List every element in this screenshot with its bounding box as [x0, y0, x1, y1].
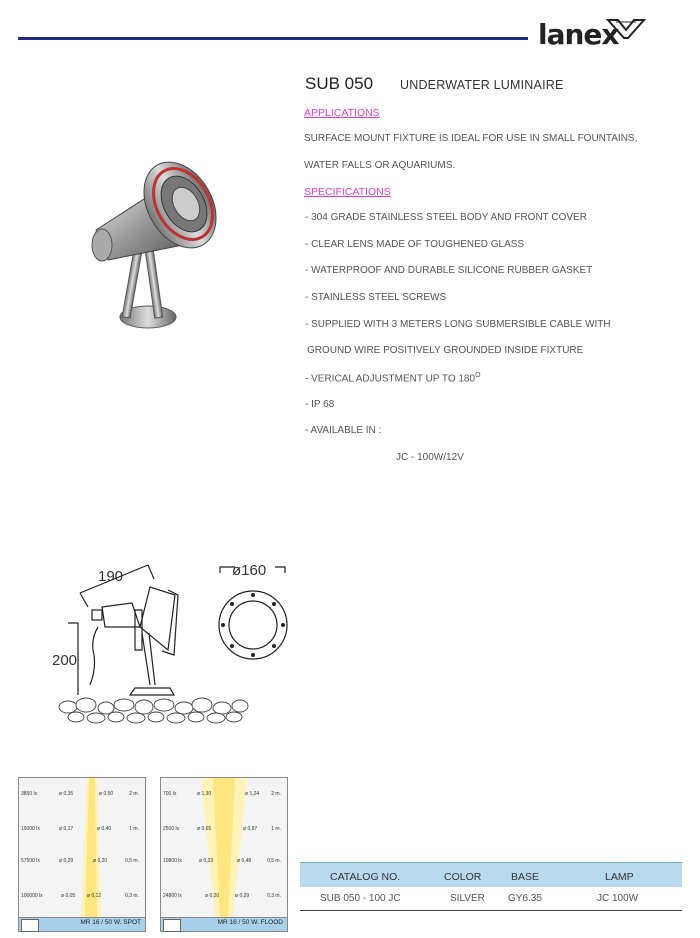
brand-logo: lanex [538, 18, 619, 51]
width-dimension-label: 190 [98, 568, 124, 585]
lamp-icon [163, 919, 181, 932]
degree-mark: O [475, 372, 481, 379]
table-cell-color: SILVER [450, 893, 485, 904]
beam-label: MR 16 / 50 W. SPOT [80, 919, 141, 926]
available-variant: JC - 100W/12V [396, 452, 464, 463]
spec-item: - SUPPLIED WITH 3 METERS LONG SUBMERSIBLE CABLE WITH [305, 319, 611, 330]
header-rule [18, 37, 528, 40]
beam-diagram-flood: 700 lx ø 1,30 ø 1,24 2 m. 2500 lx ø 0,65 ø 0,97 1 m. 10800 lx ø 0,33 ø 0,48 0,5 m. 24800 lx ø 0,20 ø 0,29 0,3 m. MR 16 / 50 W. FLOOD [160, 777, 288, 932]
column-header: LAMP [605, 871, 634, 883]
beam-footer [161, 917, 287, 931]
spec-item-text: - VERICAL ADJUSTMENT UP TO 180 [305, 373, 476, 385]
spec-item: - STAINLESS STEEL SCREWS [305, 292, 447, 303]
applications-line: SURFACE MOUNT FIXTURE IS IDEAL FOR USE IN SMALL FOUNTAINS, [304, 133, 638, 144]
product-name: UNDERWATER LUMINAIRE [400, 78, 564, 92]
spec-item: - IP 68 [305, 399, 335, 410]
beam-diagram-spot: 3850 lx ø 0,35 ø 0,50 2 m. 15000 lx ø 0,17 ø 0,40 1 m. 57500 lx ø 0,29 ø 0,20 0,5 m. 100000 lx ø 0,05 ø 0,12 0,3 m. MR 16 / 50 W. SPOT [18, 777, 146, 932]
table-cell-catalog: SUB 050 - 100 JC [320, 893, 401, 904]
beam-footer [19, 917, 145, 931]
column-header: BASE [511, 871, 540, 883]
spec-item-adjustment [305, 372, 481, 384]
table-cell-base: GY6.35 [508, 893, 542, 904]
table-cell-lamp: JC 100W [597, 893, 639, 904]
spec-item: - CLEAR LENS MADE OF TOUGHENED GLASS [305, 239, 525, 250]
product-photo [88, 150, 238, 335]
spec-item: - AVAILABLE IN : [305, 425, 382, 436]
catalog-table-header [300, 862, 682, 887]
table-bottom-rule [300, 910, 682, 911]
speaker-lamp-icon [21, 919, 39, 932]
spec-item: - WATERPROOF AND DURABLE SILICONE RUBBER GASKET [305, 265, 593, 276]
applications-line: WATER FALLS OR AQUARIUMS. [304, 160, 456, 171]
spec-item: - 304 GRADE STAINLESS STEEL BODY AND FRONT COVER [305, 212, 587, 223]
dimension-drawing [50, 555, 300, 725]
diameter-dimension-label: ø160 [232, 562, 267, 579]
logo-chevron-icon [606, 18, 646, 40]
column-header: CATALOG NO. [330, 871, 401, 883]
spec-item: GROUND WIRE POSITIVELY GROUNDED INSIDE FIXTURE [307, 345, 584, 356]
beam-label: MR 16 / 50 W. FLOOD [217, 919, 283, 926]
applications-heading: APPLICATIONS [304, 107, 380, 119]
height-dimension-label: 200 [52, 652, 78, 669]
specifications-heading: SPECIFICATIONS [304, 186, 391, 198]
column-header: COLOR [444, 871, 482, 883]
product-code: SUB 050 [305, 74, 374, 93]
